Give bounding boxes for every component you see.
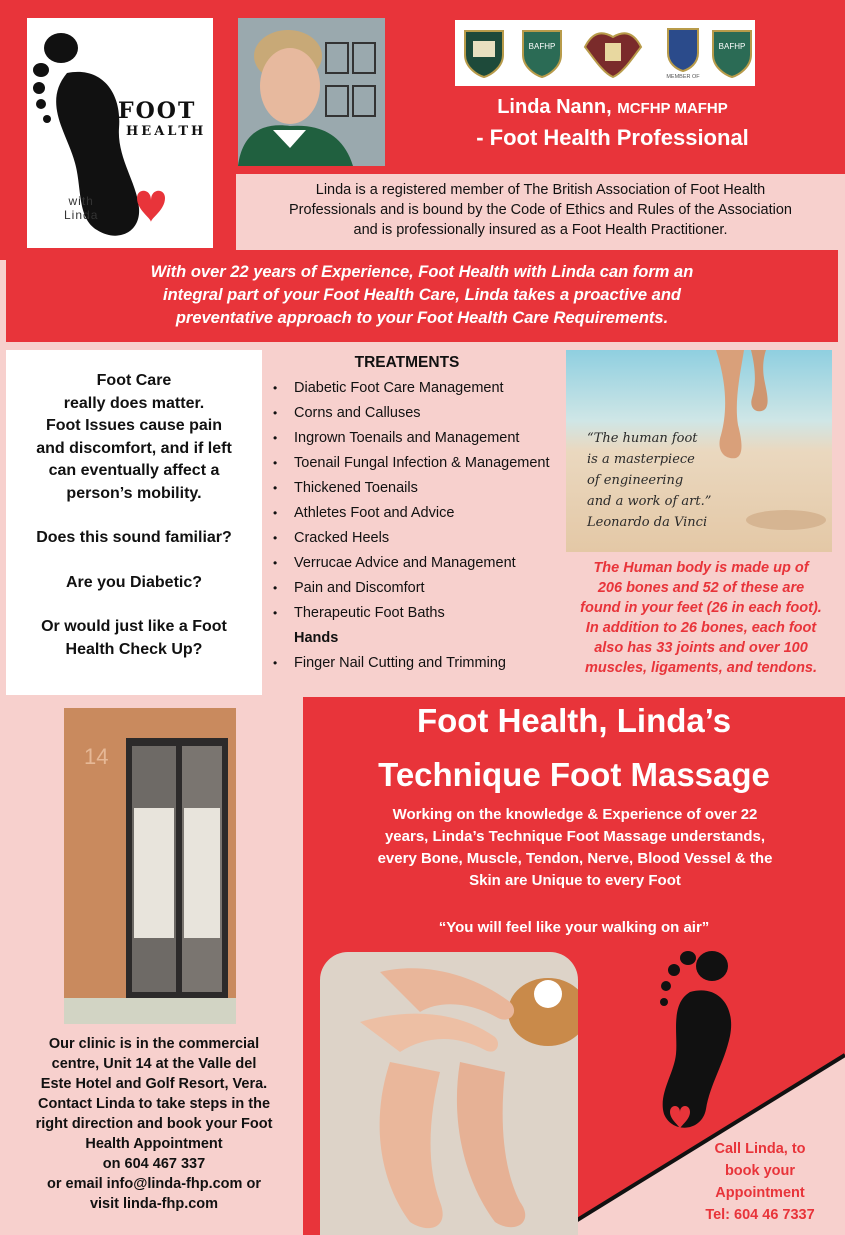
care-line: and discomfort, and if left [36,439,232,457]
massage-line: years, Linda’s Technique Foot Massage understands, [384,828,766,845]
clinic-info [12,1034,296,1214]
treatment-label: Finger Nail Cutting and Trimming [294,655,506,671]
quote-line: of engineering [587,473,684,488]
care-line: person’s mobility. [66,484,202,502]
footprint-icon [640,944,750,1134]
treatment-item: • Pain and Discomfort [273,580,425,596]
fact-line: 206 bones and 52 of these are [597,580,805,596]
bio-paragraph [236,174,845,246]
experience-line: With over 22 years of Experience, Foot Health with Linda can form an [150,263,694,281]
care-line: can eventually affect a [48,462,220,479]
call-to-action [680,1138,840,1226]
logo-word-foot: FOOT [118,98,197,124]
logo-word-with-linda [64,194,98,222]
badge-2-text: BAFHP [528,42,556,51]
treatment-label: Diabetic Foot Care Management [294,380,504,396]
treatment-item: • Ingrown Toenails and Management [273,430,520,446]
treatment-item: • Finger Nail Cutting and Trimming [273,655,506,671]
treatment-label: Athletes Foot and Advice [294,505,455,521]
call-line: Call Linda, to [714,1141,806,1157]
care-line: Health Check Up? [65,640,203,658]
foot-care-panel [6,350,262,695]
practitioner-title: - Foot Health Professional [476,125,749,150]
treatment-item: • Verrucae Advice and Management [273,555,516,571]
massage-title: Technique Foot Massage [378,756,770,793]
quote-line: and a work of art.” [587,494,712,509]
sound-familiar-question: Does this sound familiar? [36,529,232,546]
hands-heading: Hands [294,630,339,646]
treatment-item: • Thickened Toenails [273,480,418,496]
massage-line: Working on the knowledge & Experience of over 22 [392,806,758,823]
linda-portrait-photo [238,18,385,166]
crest-badge-3 [583,27,643,79]
experience-line: integral part of your Foot Health Care, Linda takes a proactive and [162,286,682,304]
quote-line: is a masterpiece [587,452,695,467]
clinic-phone: on 604 467 337 [102,1156,206,1172]
care-line: Foot Care [96,372,172,389]
association-badges [455,20,755,86]
fact-line: also has 33 joints and over 100 [594,640,808,656]
massage-description [330,804,820,892]
shield-badge-2 [519,27,565,79]
care-line: Foot Issues cause pain [45,417,223,434]
bio-line: and is professionally insured as a Foot Health Practitioner. [353,222,728,238]
treatment-label: Therapeutic Foot Baths [294,605,445,621]
experience-banner [6,250,838,342]
foot-care-intro [6,370,262,505]
clinic-email: or email info@linda-fhp.com or [47,1176,261,1192]
shield-badge-5 [709,27,755,79]
treatment-label: Toenail Fungal Infection & Management [294,455,550,471]
walking-on-air-quote: “You will feel like your walking on air” [438,919,710,936]
fact-line: In addition to 26 bones, each foot [585,620,817,636]
treatment-item: • Diabetic Foot Care Management [273,380,504,396]
logo-word-linda: Linda [64,208,99,222]
shield-badge-1 [461,27,507,79]
treatment-item: • Toenail Fungal Infection & Management [273,455,550,471]
bones-fact [560,558,842,678]
da-vinci-quote [587,428,711,533]
quote-line: “The human foot [587,431,698,446]
qualifications-text: MCFHP MAFHP [617,100,728,117]
call-line: book your [724,1163,796,1179]
call-phone: Tel: 604 46 7337 [705,1207,815,1223]
clinic-line: centre, Unit 14 at the Valle del [51,1056,257,1072]
clinic-door-photo [64,708,236,1024]
care-line: Or would just like a Foot [41,618,227,635]
treatments-list [272,376,572,676]
badge-5-text: BAFHP [718,42,746,51]
hands-and-feet-photo [320,952,578,1235]
massage-title: Foot Health, Linda’s [416,702,732,739]
treatments-heading: TREATMENTS [354,354,460,371]
treatment-item: • Cracked Heels [273,530,390,546]
logo-word-with: with [68,194,94,208]
care-line: really does matter. [63,394,205,412]
call-line: Appointment [715,1185,805,1201]
check-up-question [6,616,262,661]
clinic-line: Este Hotel and Golf Resort, Vera. [40,1076,268,1092]
massage-line: Skin are Unique to every Foot [469,872,681,889]
treatment-label: Corns and Calluses [294,405,421,421]
clinic-line: Health Appointment [85,1136,223,1152]
bio-line: Linda is a registered member of The British Association of Foot Health [315,182,766,198]
treatment-label: Thickened Toenails [294,480,418,496]
shield-badge-4 [660,27,706,79]
massage-line: every Bone, Muscle, Tendon, Nerve, Blood Vessel & the [377,850,773,867]
treatment-label: Verrucae Advice and Management [294,555,516,571]
experience-line: preventative approach to your Foot Health Care Requirements. [175,309,669,327]
treatment-label: Cracked Heels [294,530,390,546]
clinic-line: right direction and book your Foot [35,1116,273,1132]
diabetic-question: Are you Diabetic? [65,573,203,591]
logo-word-health: HEALTH [126,124,207,139]
fact-line: The Human body is made up of [593,560,809,576]
treatment-label: Ingrown Toenails and Management [294,430,520,446]
treatment-label: Pain and Discomfort [294,580,425,596]
quote-author: Leonardo da Vinci [587,515,708,530]
treatment-item: • Corns and Calluses [273,405,421,421]
treatment-item: • Athletes Foot and Advice [273,505,455,521]
bio-line: Professionals and is bound by the Code of Ethics and Rules of the Association [289,202,792,218]
clinic-website: visit linda-fhp.com [89,1196,219,1212]
clinic-line: Our clinic is in the commercial [48,1036,260,1052]
unit-number: 14 [84,744,109,769]
badge-4-text: MEMBER OF [666,74,700,79]
clinic-line: Contact Linda to take steps in the [37,1096,271,1112]
fact-line: muscles, ligaments, and tendons. [584,660,818,676]
treatment-item: • Therapeutic Foot Baths [273,605,445,621]
name-text: Linda Nann, [497,96,612,118]
practitioner-name [400,96,825,119]
fact-line: found in your feet (26 in each foot). [580,600,822,616]
